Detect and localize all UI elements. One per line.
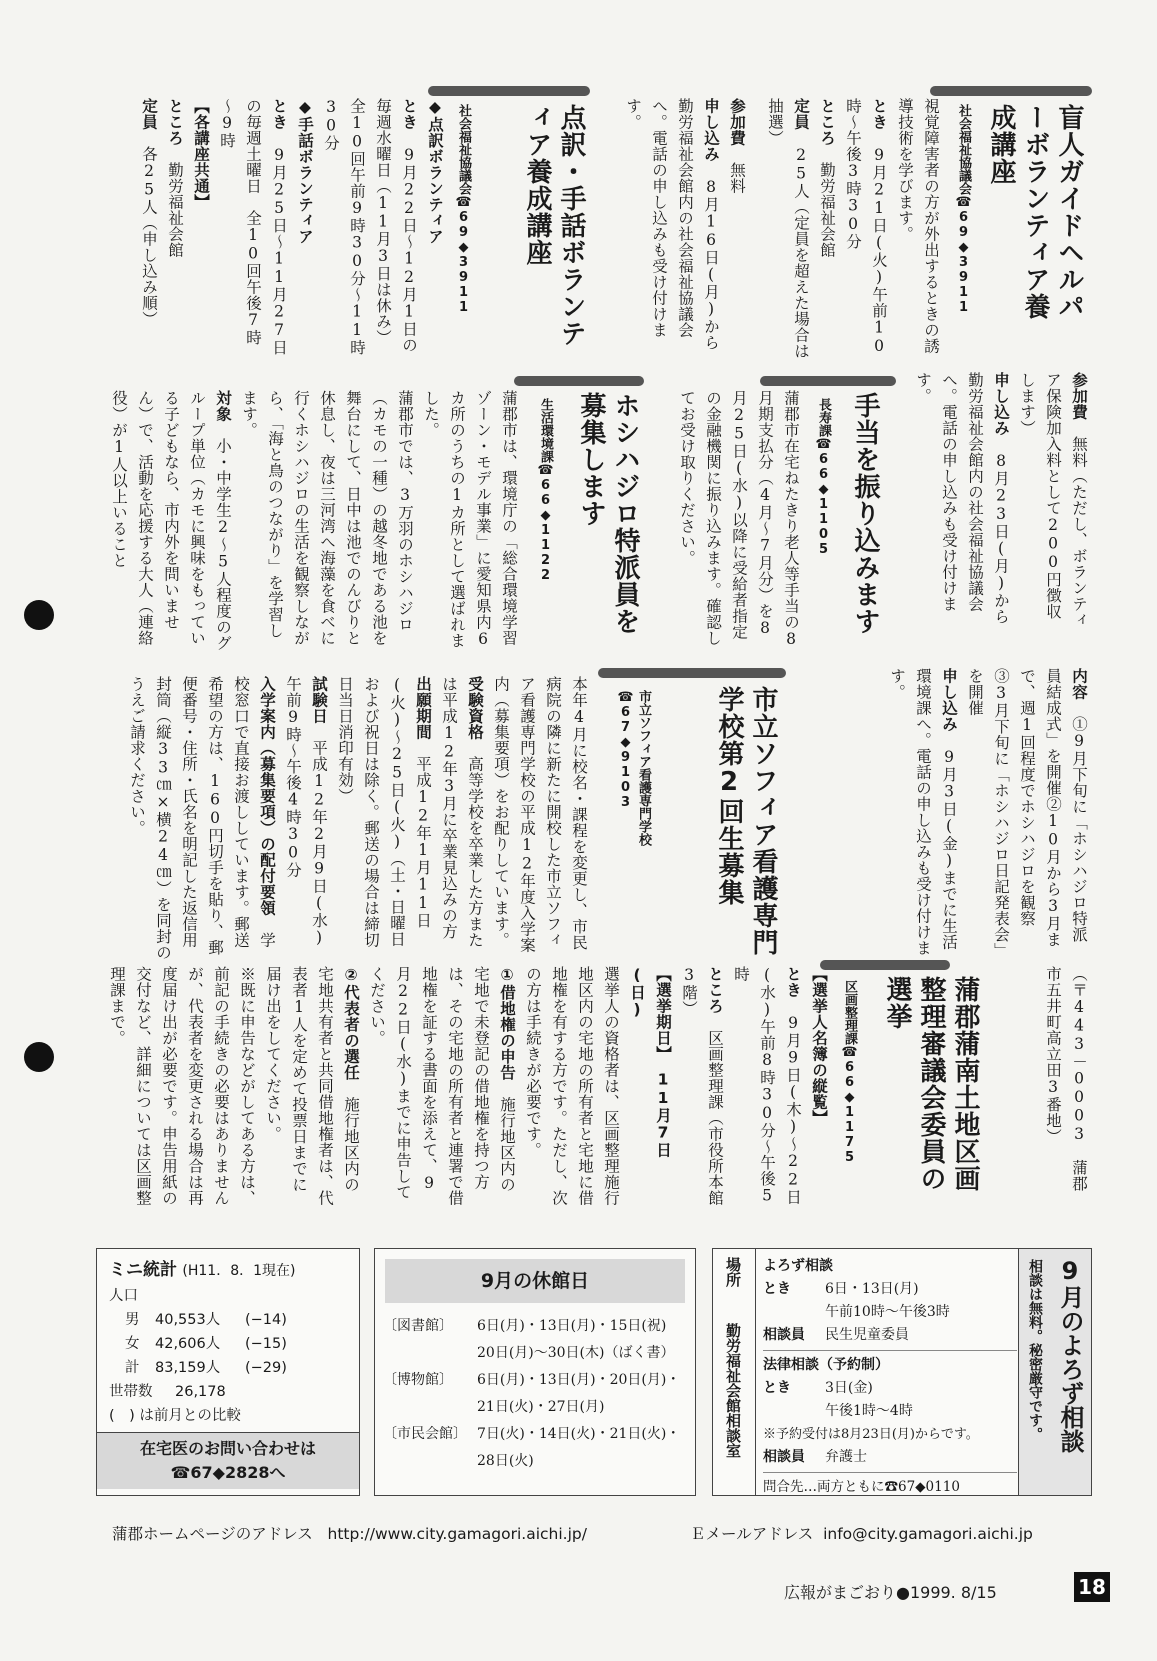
reservation-note: ※予約受付は8月23日(月)からです。 <box>763 1427 979 1442</box>
general-consult-heading: よろず相談 <box>763 1258 833 1274</box>
comparison-note: ( ) は前月との比較 <box>109 1408 241 1424</box>
homepage-line <box>112 1522 587 1544</box>
election-day: 11月7日(日) <box>628 966 672 1158</box>
field-label: ②代表者の選任 <box>342 966 360 1081</box>
households-row: 世帯数 26,178 <box>109 1384 226 1400</box>
article-title-braille-sign: 点訳・手話ボランティア養成講座 <box>522 104 586 347</box>
field-label: とき <box>270 98 288 130</box>
section-bar <box>930 86 1092 96</box>
article-body-land <box>92 966 832 1206</box>
land-text: 選挙人の資格者は、区画整理施行地区内の宅地の所有者と宅地に借地権を有する方です。ただし、次の方は手続きが必要です。 <box>524 966 620 1206</box>
field-value: 施行地区内の宅地共有者と共同借地権者は、代表者1人を定めて投票日までに届け出をしてください。 <box>264 966 360 1206</box>
field-value: 平成12年2月9日(水)午前9時～午後4時30分 <box>284 676 328 947</box>
allowance-text: 蒲郡市在宅ねたきり老人等手当の8月期支払分（4月～7月分）を8月25日(水)以降に受給者指定の金融機関に振り込みます。確認してお受け取りください。 <box>678 390 800 649</box>
dept-contact: 社会福祉協議会☎69◆3911 <box>956 104 971 315</box>
field-value: 3日(金) <box>825 1380 873 1396</box>
field-value: 8月23日(月)から勤労福祉会館内の社会福祉協議会へ。電話の申し込みも受け付けます。 <box>914 372 1010 625</box>
stat-row: 男 40,553人 (−14) <box>125 1312 287 1328</box>
intro-text: 視覚障害者の方が外出するときの誘導技術を学びます。 <box>896 98 940 354</box>
nursing-text: 本年4月に校名・課程を変更し、市民病院の隣に新たに開校した市立ソフィア看護専門学校の平成12年度入学案内（募集要項）をお配りしています。 <box>492 676 588 953</box>
field-label: 試験日 <box>310 676 328 724</box>
closed-days-title: 9月の休館日 <box>385 1259 685 1303</box>
email-address[interactable]: info@city.gamagori.aichi.jp <box>823 1525 1033 1543</box>
field-label: とき <box>763 1281 791 1297</box>
field-value: 平成12年1月11日(火)～25日(火)（土・日曜日および祝日は除く。郵送の場合は締切日当日消印有効） <box>336 676 432 948</box>
field-value: 勤労福祉会館 <box>818 162 836 258</box>
field-label: とき <box>870 98 888 130</box>
stat-row: 女 42,606人 (−15) <box>125 1336 287 1352</box>
field-label: 相談員 <box>763 1449 805 1465</box>
consult-title: 9月のよろず相談 <box>1056 1257 1084 1453</box>
field-value: 9月21日(火)午前10時～午後3時30分 <box>844 98 888 356</box>
closed-row-library: 〔図書館〕 6日(月)・13日(月)・15日(祝) <box>383 1318 667 1334</box>
field-label: 相談員 <box>763 1327 805 1343</box>
article-title-allowance: 手当を振り込みます <box>850 392 880 635</box>
page-number: 18 <box>1074 1572 1110 1602</box>
article-body-hoshihajiro-2 <box>800 668 1092 958</box>
field-value: 9月25日～11月27日の毎週土曜日 全10回午後7時～9時 <box>218 98 288 356</box>
field-value: 勤労福祉会館 <box>166 162 184 258</box>
email-label: Ｅメールアドレス <box>690 1525 814 1543</box>
closed-row-hall: 〔市民会館〕 7日(火)・14日(火)・21日(火)・ <box>383 1426 681 1442</box>
field-label: 受験資格 <box>466 676 484 740</box>
field-label: 定員 <box>792 98 810 130</box>
field-value: 小・中学生2～5人程度のグループ単位（カモに興味をもっている子どもなら、市内外を問いません）で、活動を応援する大人（連絡役）が1人以上いること <box>110 390 232 651</box>
field-value: ①9月下旬に「ホシハジロ特派員結成式」を開催②10月から3月まで、週1回程度でホシハジロを観察③3月下旬に「ホシハジロ日記発表会」を開催 <box>966 668 1088 951</box>
dept-contact: 市立ソフィア看護専門学校☎67◆9103 <box>618 690 651 846</box>
email-line <box>690 1522 1033 1544</box>
consult-subtitle: 相談は無料。秘密厳守です。 <box>1027 1259 1043 1441</box>
legal-consult-heading: 法律相談（予約制） <box>763 1357 889 1373</box>
closed-row-museum-2: 21日(火)・27日(月) <box>477 1399 605 1415</box>
article-body-nursing-2 <box>990 966 1092 1206</box>
field-value: 9月9日(木)～22日(水)午前8時30分～午後5時 <box>732 966 802 1205</box>
contact-line: 問合先…両方ともに☎67◆0110 <box>763 1479 960 1495</box>
article-title-hoshihajiro: ホシハジロ特派員を募集します <box>576 392 640 635</box>
field-value: 無料（ただし、ボランティア保険加入料として200円徴収します） <box>1018 372 1088 628</box>
field-value: 6日・13日(月) <box>825 1281 919 1297</box>
field-label: 申し込み <box>702 98 720 162</box>
field-value: 25人（定員を超えた場合は抽選） <box>766 98 810 359</box>
field-value: 民生児童委員 <box>825 1327 909 1343</box>
field-label: とき <box>763 1380 791 1396</box>
population-label: 人口 <box>109 1288 138 1304</box>
consult-venue-column <box>713 1249 756 1495</box>
homepage-label: 蒲郡ホームページのアドレス <box>112 1525 313 1543</box>
field-value: 午前10時～午後3時 <box>825 1304 950 1320</box>
field-value: 区画整理課（市役所本館3階） <box>680 966 724 1206</box>
field-label: 入学案内（募集要項）の配付要領 <box>258 676 276 916</box>
field-label: とき <box>784 966 802 998</box>
article-title-land: 蒲郡蒲南土地区画整理審議会委員の選挙 <box>882 976 980 1192</box>
dept-contact: 生活環境課☎66◆1122 <box>538 398 553 583</box>
field-label: 申し込み <box>992 372 1010 436</box>
common-heading: 【各講座共通】 <box>192 98 210 210</box>
braille-heading: ◆点訳ボランティア <box>426 98 444 245</box>
closed-days-box <box>374 1248 696 1496</box>
consultation-box <box>712 1248 1092 1496</box>
field-label: 定員 <box>140 98 158 130</box>
field-label: 参加費 <box>728 98 746 146</box>
field-value: 午後1時～4時 <box>825 1403 913 1419</box>
article-title-guide-helper: 盲人ガイドヘルパーボランティア養成講座 <box>986 104 1084 320</box>
hoshihajiro-text-1: 蒲郡市は、環境庁の「総合環境学習ゾーン・モデル事業」に愛知県内6カ所のうちの1カ所として選ばれました。 <box>422 390 518 649</box>
roll-heading: 【選挙人名簿の縦覧】 <box>810 966 828 1126</box>
field-value: 9月3日(金)までに生活環境課へ。電話の申し込みも受け付けます。 <box>888 668 958 956</box>
dept-contact: 社会福祉協議会☎69◆3911 <box>456 104 471 315</box>
field-label: とき <box>400 98 418 130</box>
field-value: 9月22日～12月1日の毎週水曜日（11月3日は休み）全10回午前9時30分～11時30分 <box>322 98 418 356</box>
doctor-inquiry: 在宅医のお問い合わせは ☎67◆2828へ <box>97 1432 359 1489</box>
field-label: ところ <box>818 98 836 146</box>
mini-stats-box <box>96 1248 360 1496</box>
section-bar <box>514 376 644 386</box>
mini-stats-date: (H11．8．1現在) <box>182 1263 296 1279</box>
closed-row-hall-2: 28日(火) <box>477 1453 534 1469</box>
field-label: ①借地権の申告 <box>498 966 516 1081</box>
field-label: ところ <box>166 98 184 146</box>
binder-hole-bottom <box>24 1042 54 1072</box>
field-label: 出願期間 <box>414 676 432 740</box>
dept-contact: 区画整理課☎66◆1175 <box>842 980 857 1165</box>
field-value: 弁護士 <box>825 1449 867 1465</box>
mini-stats-title: ミニ統計 <box>109 1260 177 1280</box>
field-value: 無料 <box>728 162 746 194</box>
article-body-guide-helper-2 <box>900 372 1092 634</box>
article-body-allowance <box>644 390 804 652</box>
dept-contact: 長寿課☎66◆1105 <box>816 398 831 557</box>
field-label: 参加費 <box>1070 372 1088 420</box>
article-body-hoshihajiro <box>92 390 522 652</box>
article-body-guide-helper <box>762 98 944 360</box>
section-bar <box>428 86 590 96</box>
field-value: 学校窓口で直接お渡ししています。郵送希望の方は、160円切手を貼り、郵便番号・住所・氏名を明記した返信用封筒（縦33㎝×横24㎝）を同封のうえご請求ください。 <box>128 676 276 961</box>
article-body-braille-top <box>600 98 750 360</box>
consult-body <box>763 1255 1017 1499</box>
article-body-braille-sign <box>92 98 448 360</box>
land-note: ※既に申告などがしてある方は、前記の手続きの必要はありませんが、代表者を変更される場合は再度届け出が必要です。申告用紙の交付など、詳細については区画整理課まで。 <box>108 966 256 1206</box>
article-title-nursing: 市立ソフィア看護専門学校第2回生募集 <box>714 686 778 956</box>
hoshihajiro-text-2: 蒲郡市では、3万羽のホシハジロ（カモの一種）の越冬地である池を舞台にして、日中は池でのんびりと休息し、夜は三河湾へ海藻を食べに行くホシハジロの生活を観察しながら、「海と鳥のつながり」を学習します。 <box>240 390 414 646</box>
issue-info: 広報がまごおり●1999. 8/15 <box>784 1583 997 1602</box>
section-bar <box>760 376 896 386</box>
field-label: ところ <box>706 966 724 1014</box>
field-label: 対象 <box>214 390 232 422</box>
consult-title-column <box>1018 1249 1091 1495</box>
closed-row-museum: 〔博物館〕 6日(月)・13日(月)・20日(月)・ <box>383 1372 681 1388</box>
field-value: 各25人（申し込み順） <box>140 146 158 327</box>
closed-row-library-2: 20日(月)～30日(木)（ばく書） <box>477 1345 675 1361</box>
homepage-url[interactable]: http://www.city.gamagori.aichi.jp/ <box>327 1525 587 1543</box>
field-label: 申し込み <box>940 668 958 732</box>
venue-name: 勤労福祉会館相談室 <box>724 1323 742 1458</box>
field-value: 高等学校を卒業した方または平成12年3月に卒業見込みの方 <box>440 676 484 948</box>
article-body-nursing <box>92 676 592 961</box>
venue-label: 場所 <box>724 1257 742 1287</box>
section-bar <box>820 960 950 970</box>
section-bar <box>598 668 786 678</box>
nursing-address: （〒443－0003 蒲郡市五井町高立田3番地） <box>1044 966 1088 1192</box>
field-value: 8月16日(月)から勤労福祉会館内の社会福祉協議会へ。電話の申し込みも受け付けます。 <box>624 98 720 351</box>
field-label: 内容 <box>1070 668 1088 700</box>
election-day-heading: 【選挙期日】 <box>654 966 672 1055</box>
binder-hole-top <box>24 600 54 630</box>
stat-row: 計 83,159人 (−29) <box>125 1360 287 1376</box>
sign-heading: ◆手話ボランティア <box>296 98 314 245</box>
field-value: 施行地区内の宅地で未登記の借地権を持つ方は、その宅地の所有者と連署で借地権を証する書面を添えて、9月22日(水)までに申告してください。 <box>368 966 516 1206</box>
